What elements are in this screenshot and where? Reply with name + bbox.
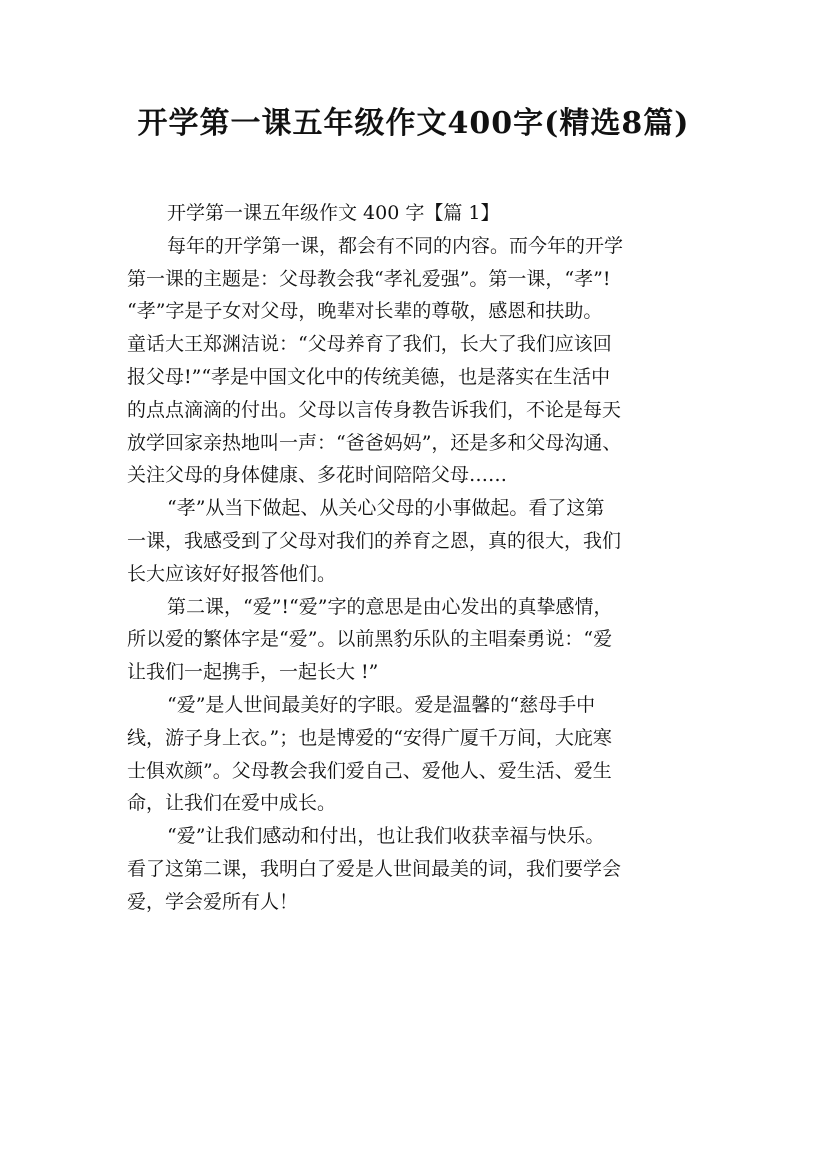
paragraph-line: 线，游子身上衣。”；也是博爱的“安得广厦千万间，大庇寒: [127, 726, 612, 749]
paragraph-line: 长大应该好好报答他们。: [127, 562, 337, 585]
paragraph-line: 报父母!”“孝是中国文化中的传统美德，也是落实在生活中: [127, 365, 611, 388]
paragraph-line: 看了这第二课，我明白了爱是人世间最美的词，我们要学会: [127, 857, 622, 880]
section-heading: 开学第一课五年级作文 400 字【篇 1】: [167, 202, 500, 224]
paragraph-line: 的点点滴滴的付出。父母以言传身教告诉我们，不论是每天: [127, 398, 622, 421]
paragraph-1: [127, 230, 712, 492]
paragraph-line: 所以爱的繁体字是“爱”。以前黑豹乐队的主唱秦勇说：“爱: [127, 628, 613, 651]
paragraph-line: “孝”字是子女对父母，晚辈对长辈的尊敬，感恩和扶助。: [127, 300, 603, 323]
document-title: 开学第一课五年级作文400字(精选8篇): [137, 106, 690, 141]
paragraph-line: 每年的开学第一课，都会有不同的内容。而今年的开学: [167, 234, 624, 257]
document-body: [127, 197, 712, 919]
paragraph-line: 关注父母的身体健康、多花时间陪陪父母……: [127, 464, 508, 487]
paragraph-line: 爱，学会爱所有人！: [127, 890, 299, 913]
paragraph-line: 童话大王郑渊洁说：“父母养育了我们，长大了我们应该回: [127, 333, 612, 356]
paragraph-line: “孝”从当下做起、从关心父母的小事做起。看了这第: [167, 497, 605, 520]
paragraph-line: “爱”让我们感动和付出，也让我们收获幸福与快乐。: [167, 825, 605, 848]
paragraph-line: 让我们一起携手，一起长大 !”: [127, 661, 379, 684]
paragraph-line: 命，让我们在爱中成长。: [127, 792, 337, 815]
paragraph-5: [127, 820, 712, 918]
paragraph-line: 放学回家亲热地叫一声：“爸爸妈妈”，还是多和父母沟通、: [127, 431, 622, 454]
paragraph-line: 一课，我感受到了父母对我们的养育之恩，真的很大，我们: [127, 529, 622, 552]
paragraph-3: [127, 591, 712, 689]
paragraph-4: [127, 689, 712, 820]
paragraph-line: 第二课，“爱”!“爱”字的意思是由心发出的真挚感情，: [167, 595, 613, 618]
paragraph-line: “爱”是人世间最美好的字眼。爱是温馨的“慈母手中: [167, 693, 596, 716]
paragraph-2: [127, 492, 712, 590]
paragraph-line: 第一课的主题是：父母教会我“孝礼爱强”。第一课，“孝”!: [127, 267, 611, 290]
paragraph-line: 士俱欢颜”。父母教会我们爱自己、爱他人、爱生活、爱生: [127, 759, 612, 782]
